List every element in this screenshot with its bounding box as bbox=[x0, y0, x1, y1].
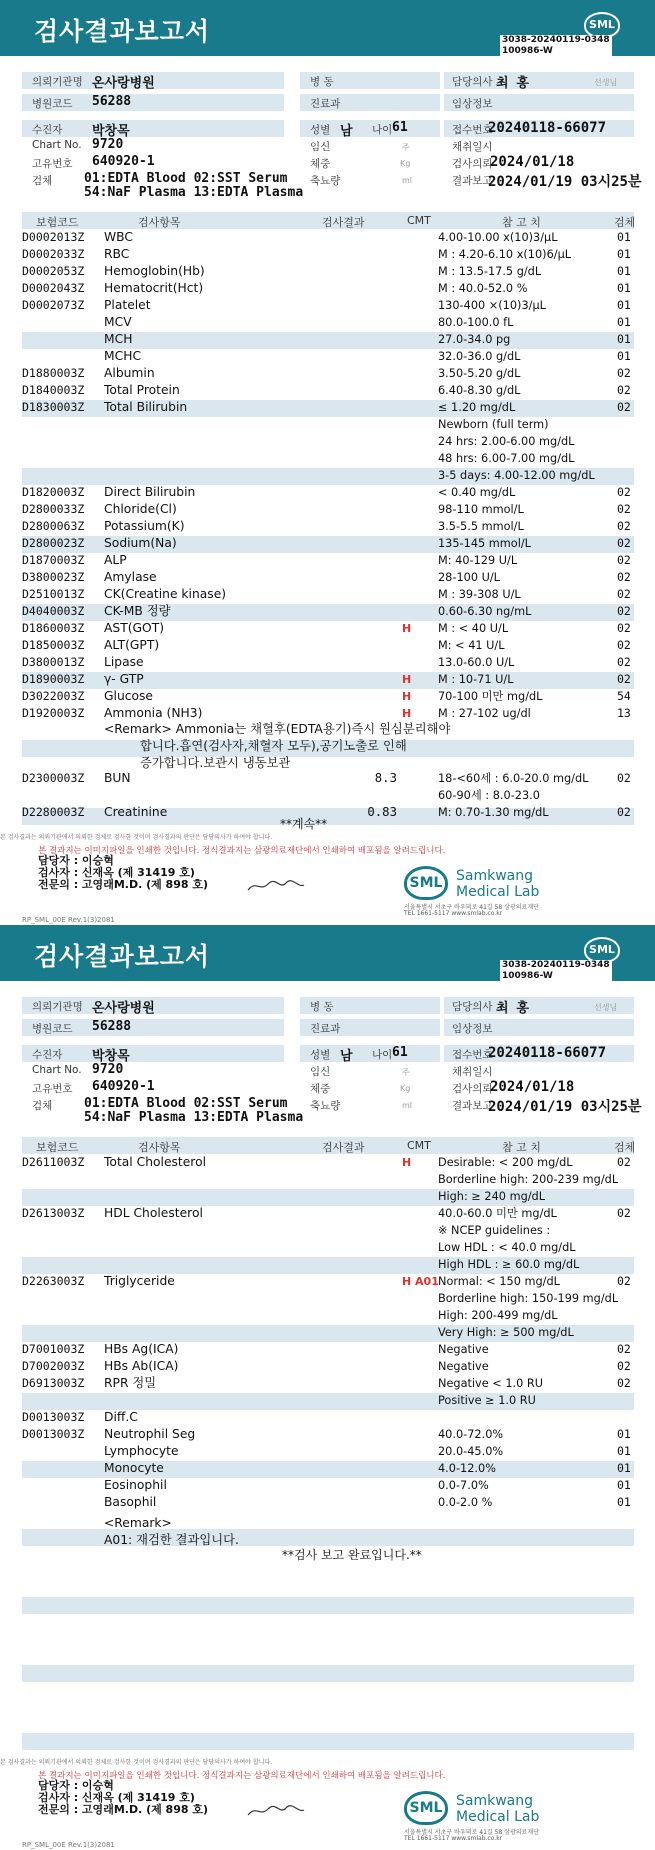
reported-label: 결과보고 bbox=[452, 175, 493, 187]
cell-ref: 32.0-36.0 g/dL bbox=[438, 350, 521, 363]
cell-insp: 02 bbox=[617, 570, 631, 584]
cell-insp: 01 bbox=[617, 349, 631, 363]
cell-ref: Positive ≥ 1.0 RU bbox=[438, 1394, 536, 1407]
hospital-code-label: 병원코드 bbox=[32, 98, 73, 110]
col-ref: 참 고 치 bbox=[502, 216, 541, 229]
cell-ref: Newborn (full term) bbox=[438, 418, 549, 431]
cell-insp: 54 bbox=[617, 689, 631, 703]
complete-marker: **검사 보고 완료입니다.** bbox=[282, 1548, 422, 1562]
cell-ref: M: 40-129 U/L bbox=[438, 554, 518, 567]
col-cmt: CMT bbox=[407, 214, 431, 227]
cell-ref: Desirable: < 200 mg/dL bbox=[438, 1156, 573, 1169]
creatinine-specimen: 02 bbox=[617, 805, 631, 819]
cell-code: D1820003Z bbox=[22, 485, 85, 499]
cell-ref: 24 hrs: 2.00-6.00 mg/dL bbox=[438, 435, 575, 448]
age-value: 61 bbox=[392, 120, 408, 135]
id-label: 고유번호 bbox=[32, 158, 73, 170]
cell-name: RPR 정밀 bbox=[104, 1376, 157, 1390]
cell-ref: M : < 40 U/L bbox=[438, 622, 509, 635]
cell-insp: 01 bbox=[617, 264, 631, 278]
signature-icon-2 bbox=[246, 1803, 306, 1819]
cell-insp: 02 bbox=[617, 1359, 631, 1373]
footer-notice-2: 본 결과지는 이미지파일을 인쇄한 것입니다. 정식결과지는 삼광의료재단에서 인쇄하여 배포됨을 알려드립니다. bbox=[38, 1771, 446, 1781]
urine-unit-2: ml bbox=[402, 1101, 413, 1110]
cell-ref: Normal: < 150 mg/dL bbox=[438, 1275, 560, 1288]
cell-name: RBC bbox=[104, 247, 130, 261]
col-insp-2: 검체 bbox=[614, 1141, 636, 1154]
cell-name: Total Protein bbox=[104, 383, 180, 397]
hospital-code-value: 56288 bbox=[92, 94, 132, 109]
cell-code: D1850003Z bbox=[22, 638, 85, 652]
cell-code: D2800023Z bbox=[22, 536, 85, 550]
cell-code: D2510013Z bbox=[22, 587, 85, 601]
collection-label: 채취일시 bbox=[452, 141, 493, 153]
chart-no: 9720 bbox=[92, 137, 124, 152]
cell-insp: 01 bbox=[617, 230, 631, 244]
clinical-label-2: 임상정보 bbox=[452, 1023, 493, 1035]
cell-ref: 0.0-7.0% bbox=[438, 1479, 489, 1492]
manager-line: 담당자 : 이승혁 bbox=[38, 854, 114, 867]
cell-insp: 02 bbox=[617, 502, 631, 516]
id-label-2: 고유번호 bbox=[32, 1083, 73, 1095]
cell-ref: < 0.40 mg/dL bbox=[438, 486, 516, 499]
cell-insp: 02 bbox=[617, 655, 631, 669]
cell-code: D2613003Z bbox=[22, 1206, 85, 1220]
doctor-label: 담당의사 bbox=[452, 76, 493, 88]
cell-ref: High HDL : ≥ 60.0 mg/dL bbox=[438, 1258, 580, 1271]
col-ref-2: 참 고 치 bbox=[502, 1141, 541, 1154]
cell-insp: 02 bbox=[617, 519, 631, 533]
cell-ref: 48 hrs: 6.00-7.00 mg/dL bbox=[438, 452, 575, 465]
cell-name: Basophil bbox=[104, 1495, 157, 1509]
cell-ref: High: ≥ 240 mg/dL bbox=[438, 1190, 546, 1203]
cell-insp: 02 bbox=[617, 1274, 631, 1288]
cell-ref: M : 39-308 U/L bbox=[438, 588, 521, 601]
footer-tiny-line-2: 본 검사결과는 의뢰기관에서 의뢰한 검체로 검사한 것이며 검사결과의 판단은 담당의사가 하여야 합니다. bbox=[0, 1759, 273, 1766]
specimen-line-2: 54:NaF Plasma 13:EDTA Plasma bbox=[84, 185, 304, 200]
cell-insp: 01 bbox=[617, 1461, 631, 1475]
preg-unit-2: 주 bbox=[402, 1068, 410, 1077]
cell-ref: Very High: ≥ 500 mg/dL bbox=[438, 1326, 574, 1339]
preg-unit: 주 bbox=[402, 143, 410, 152]
report-page-2 bbox=[0, 925, 655, 1850]
cell-code: D1870003Z bbox=[22, 553, 85, 567]
footer-tiny-line: 본 검사결과는 의뢰기관에서 의뢰한 검체로 검사한 것이며 검사결과의 판단은 담당의사가 하여야 합니다. bbox=[0, 834, 273, 841]
institution-value: 온사랑병원 bbox=[92, 76, 155, 91]
cell-ref: 98-110 mmol/L bbox=[438, 503, 524, 516]
cell-name: Triglyceride bbox=[104, 1274, 175, 1288]
cell-insp: 02 bbox=[617, 536, 631, 550]
cell-ref: 40.0-72.0% bbox=[438, 1428, 504, 1441]
cell-name: AST(GOT) bbox=[104, 621, 165, 635]
cell-name: Lymphocyte bbox=[104, 1444, 179, 1458]
creatinine-name: Creatinine bbox=[104, 805, 168, 819]
cell-code: D1830003Z bbox=[22, 400, 85, 414]
sml-logo-icon: SML bbox=[584, 12, 620, 38]
cell-name: MCV bbox=[104, 315, 132, 329]
cell-name: Platelet bbox=[104, 298, 151, 312]
cell-insp: 01 bbox=[617, 1495, 631, 1509]
cell-insp: 13 bbox=[617, 706, 631, 720]
col-code: 보험코드 bbox=[36, 216, 79, 229]
manager-line-2: 담당자 : 이승혁 bbox=[38, 1779, 114, 1792]
cell-ref: M : 13.5-17.5 g/dL bbox=[438, 265, 542, 278]
receipt-label-2: 접수번호 bbox=[452, 1049, 493, 1061]
lab-address: 서울특별시 서초구 바우뫼로 41길 58 삼광의료재단 bbox=[404, 904, 539, 911]
cell-ref: 4.0-12.0% bbox=[438, 1462, 496, 1475]
cell-ref: M : 10-71 U/L bbox=[438, 673, 514, 686]
cell-name: HBs Ab(ICA) bbox=[104, 1359, 179, 1373]
bun-ref-1: 18-<60세 : 6.0-20.0 mg/dL bbox=[438, 772, 589, 785]
clinical-label: 임상정보 bbox=[452, 98, 493, 110]
cell-name: Lipase bbox=[104, 655, 144, 669]
sex-label-2: 성별 bbox=[310, 1049, 331, 1061]
cell-ref: ※ NCEP guidelines : bbox=[438, 1224, 551, 1237]
results-table-header bbox=[22, 212, 634, 229]
cell-insp: 01 bbox=[617, 315, 631, 329]
doctor-suffix-2: 선생님 bbox=[594, 1003, 618, 1012]
samkwang-lab-logo-2: SML Samkwang Medical Lab bbox=[404, 1791, 584, 1841]
urine-label: 축뇨량 bbox=[310, 175, 341, 187]
lab-address-2: 서울특별시 서초구 바우뫼로 41길 58 삼광의료재단 bbox=[404, 1829, 539, 1836]
inspector-line: 검사자 : 신재옥 (제 31419 호) bbox=[38, 866, 195, 879]
ward-label-2: 병 동 bbox=[310, 1001, 334, 1013]
age-label-2: 나이 bbox=[372, 1049, 393, 1061]
cell-flag: H bbox=[402, 1156, 412, 1169]
cell-code: D6913003Z bbox=[22, 1376, 85, 1390]
cell-ref: M : 40.0-52.0 % bbox=[438, 282, 528, 295]
cell-insp: 02 bbox=[617, 485, 631, 499]
creatinine-code: D2280003Z bbox=[22, 805, 85, 819]
cell-code: D0002033Z bbox=[22, 247, 85, 261]
ammonia-remark-2: 합니다.흡연(검사자,채혈자 모두),공기노출로 인해 bbox=[140, 739, 407, 753]
cell-insp: 02 bbox=[617, 672, 631, 686]
cell-name: Diff.C bbox=[104, 1410, 138, 1424]
cell-ref: M : 27-102 ug/dl bbox=[438, 707, 531, 720]
cell-insp: 02 bbox=[617, 1376, 631, 1390]
cell-code: D0002053Z bbox=[22, 264, 85, 278]
cell-insp: 02 bbox=[617, 604, 631, 618]
specimen-line-1: 01:EDTA Blood 02:SST Serum bbox=[84, 171, 288, 186]
patient-label-2: 수진자 bbox=[32, 1049, 63, 1061]
cell-name: Total Bilirubin bbox=[104, 400, 188, 414]
receipt-label: 접수번호 bbox=[452, 124, 493, 136]
col-insp: 검체 bbox=[614, 216, 636, 229]
id-no-2: 640920-1 bbox=[92, 1079, 155, 1094]
cell-code: D1840003Z bbox=[22, 383, 85, 397]
cell-ref: 3.5-5.5 mmol/L bbox=[438, 520, 524, 533]
cell-ref: 3.50-5.20 g/dL bbox=[438, 367, 521, 380]
lab-contact-2: TEL 1661-5117 www.smlab.co.kr bbox=[404, 1835, 503, 1842]
cell-ref: 40.0-60.0 미만 mg/dL bbox=[438, 1207, 557, 1220]
cell-name: Sodium(Na) bbox=[104, 536, 177, 550]
cell-ref: M : 4.20-6.10 x(10)6/μL bbox=[438, 248, 572, 261]
age-label: 나이 bbox=[372, 124, 393, 136]
footer-notice: 본 결과지는 이미지파일을 인쇄한 것입니다. 정식결과지는 삼광의료재단에서 인쇄하여 배포됨을 알려드립니다. bbox=[38, 846, 446, 856]
specialist-line: 전문의 : 고영래M.D. (제 898 호) bbox=[38, 878, 209, 891]
cell-code: D3800013Z bbox=[22, 655, 85, 669]
form-number-2: RP_SML_00E Rev.1(3)2081 bbox=[22, 1841, 115, 1849]
bun-ref-2: 60-90세 : 8.0-23.0 bbox=[438, 789, 540, 802]
signature-icon bbox=[246, 878, 306, 894]
patient-label: 수진자 bbox=[32, 124, 63, 136]
cell-code: D1890003Z bbox=[22, 672, 85, 686]
cell-ref: 27.0-34.0 pg bbox=[438, 333, 511, 346]
creatinine-result: 0.83 bbox=[367, 805, 397, 819]
cell-insp: 01 bbox=[617, 1444, 631, 1458]
requested-label-2: 검사의뢰 bbox=[452, 1083, 493, 1095]
inspector-line-2: 검사자 : 신재옥 (제 31419 호) bbox=[38, 1791, 195, 1804]
cell-code: D0013003Z bbox=[22, 1427, 85, 1441]
cell-ref: 4.00-10.00 x(10)3/μL bbox=[438, 231, 558, 244]
cell-name: WBC bbox=[104, 230, 133, 244]
creatinine-ref: M: 0.70-1.30 mg/dL bbox=[438, 806, 549, 819]
department-label: 진료과 bbox=[310, 98, 341, 110]
ward-label: 병 동 bbox=[310, 76, 334, 88]
cell-ref: 13.0-60.0 U/L bbox=[438, 656, 515, 669]
collection-label-2: 채취일시 bbox=[452, 1066, 493, 1078]
institution-value-2: 온사랑병원 bbox=[92, 1001, 155, 1016]
lab-contact: TEL 1661-5117 www.smlab.co.kr bbox=[404, 910, 503, 917]
cell-ref: 0.60-6.30 ng/mL bbox=[438, 605, 532, 618]
patient-name: 박창목 bbox=[92, 124, 130, 139]
cell-ref: Borderline high: 150-199 mg/dL bbox=[438, 1292, 619, 1305]
cell-flag: H bbox=[402, 673, 412, 686]
cell-ref: High: 200-499 mg/dL bbox=[438, 1309, 558, 1322]
cell-name: Monocyte bbox=[104, 1461, 164, 1475]
cell-code: D0013003Z bbox=[22, 1410, 85, 1424]
remark-title-2: <Remark> bbox=[104, 1516, 172, 1530]
reported-date-2: 2024/01/19 03시25분 bbox=[488, 1099, 642, 1115]
cell-code: D2800033Z bbox=[22, 502, 85, 516]
doctor-suffix: 선생님 bbox=[594, 78, 618, 87]
cell-insp: 01 bbox=[617, 281, 631, 295]
department-label-2: 진료과 bbox=[310, 1023, 341, 1035]
cell-code: D3022003Z bbox=[22, 689, 85, 703]
doctor-value-2: 최 홍 bbox=[496, 1001, 529, 1016]
reported-label-2: 결과보고 bbox=[452, 1100, 493, 1112]
requested-label: 검사의뢰 bbox=[452, 158, 493, 170]
cell-code: D0002043Z bbox=[22, 281, 85, 295]
chart-no-2: 9720 bbox=[92, 1062, 124, 1077]
cell-flag: H A01 bbox=[402, 1275, 439, 1288]
cell-insp: 02 bbox=[617, 1206, 631, 1220]
cell-name: CK-MB 정량 bbox=[104, 604, 171, 618]
results-table-header-2 bbox=[22, 1137, 634, 1154]
cell-code: D1860003Z bbox=[22, 621, 85, 635]
cell-name: MCHC bbox=[104, 349, 142, 363]
report-title: 검사결과보고서 bbox=[34, 17, 211, 46]
continued-marker: **계속** bbox=[280, 817, 328, 831]
cell-name: CK(Creatine kinase) bbox=[104, 587, 227, 601]
bun-specimen: 02 bbox=[617, 771, 631, 785]
weight-label: 체중 bbox=[310, 158, 331, 170]
cell-name: Total Cholesterol bbox=[104, 1155, 207, 1169]
cell-name: Hemoglobin(Hb) bbox=[104, 264, 205, 278]
sex-value-2: 남 bbox=[340, 1049, 353, 1064]
col-code-2: 보험코드 bbox=[36, 1141, 79, 1154]
requested-date-2: 2024/01/18 bbox=[490, 1079, 575, 1095]
cell-code: D4040003Z bbox=[22, 604, 85, 618]
sml-mark-icon: SML bbox=[404, 866, 448, 900]
cell-name: Neutrophil Seg bbox=[104, 1427, 196, 1441]
sex-label: 성별 bbox=[310, 124, 331, 136]
sex-value: 남 bbox=[340, 124, 353, 139]
pregnancy-label: 임신 bbox=[310, 141, 331, 153]
cell-code: D7001003Z bbox=[22, 1342, 85, 1356]
receipt-no-2: 20240118-66077 bbox=[488, 1045, 607, 1061]
cell-code: D1880003Z bbox=[22, 366, 85, 380]
cell-insp: 02 bbox=[617, 366, 631, 380]
cell-insp: 02 bbox=[617, 638, 631, 652]
specimen-label-2: 검체 bbox=[32, 1100, 53, 1112]
cell-code: D2611003Z bbox=[22, 1155, 85, 1169]
remark-a01: A01: 재검한 결과입니다. bbox=[104, 1533, 239, 1547]
cell-insp: 02 bbox=[617, 1155, 631, 1169]
cell-flag: H bbox=[402, 690, 412, 703]
report-number: 3038-20240119-0348 100986-W bbox=[502, 35, 610, 56]
cell-name: HDL Cholesterol bbox=[104, 1206, 203, 1220]
urine-label-2: 축뇨량 bbox=[310, 1100, 341, 1112]
cell-insp: 02 bbox=[617, 621, 631, 635]
bun-result: 8.3 bbox=[374, 771, 397, 785]
urine-unit: ml bbox=[402, 176, 413, 185]
institution-label: 의뢰기관명 bbox=[32, 76, 83, 88]
institution-label-2: 의뢰기관명 bbox=[32, 1001, 83, 1013]
col-item: 검사항목 bbox=[138, 216, 181, 229]
col-result-2: 검사결과 bbox=[322, 1141, 365, 1154]
doctor-label-2: 담당의사 bbox=[452, 1001, 493, 1013]
reported-date: 2024/01/19 03시25분 bbox=[488, 174, 642, 190]
cell-ref: 3-5 days: 4.00-12.00 mg/dL bbox=[438, 469, 595, 482]
cell-name: Albumin bbox=[104, 366, 155, 380]
cell-ref: Borderline high: 200-239 mg/dL bbox=[438, 1173, 619, 1186]
chart-label-2: Chart No. bbox=[32, 1064, 82, 1076]
cell-code: D2263003Z bbox=[22, 1274, 85, 1288]
weight-label-2: 체중 bbox=[310, 1083, 331, 1095]
cell-code: D7002003Z bbox=[22, 1359, 85, 1373]
bun-code: D2300003Z bbox=[22, 771, 85, 785]
age-value-2: 61 bbox=[392, 1045, 408, 1060]
sml-logo-icon-2: SML bbox=[584, 937, 620, 963]
cell-name: Chloride(Cl) bbox=[104, 502, 177, 516]
weight-unit-2: Kg bbox=[400, 1084, 411, 1093]
cell-code: D2800063Z bbox=[22, 519, 85, 533]
cell-ref: 28-100 U/L bbox=[438, 571, 500, 584]
cell-insp: 02 bbox=[617, 587, 631, 601]
cell-name: Glucose bbox=[104, 689, 153, 703]
form-number: RP_SML_00E Rev.1(3)2081 bbox=[22, 916, 115, 924]
cell-name: Ammonia (NH3) bbox=[104, 706, 203, 720]
sml-mark-icon-2: SML bbox=[404, 1791, 448, 1825]
cell-insp: 01 bbox=[617, 332, 631, 346]
specialist-line-2: 전문의 : 고영래M.D. (제 898 호) bbox=[38, 1803, 209, 1816]
cell-insp: 02 bbox=[617, 1342, 631, 1356]
col-item-2: 검사항목 bbox=[138, 1141, 181, 1154]
cell-insp: 01 bbox=[617, 1427, 631, 1441]
cell-insp: 02 bbox=[617, 400, 631, 414]
cell-ref: Negative bbox=[438, 1343, 489, 1356]
ammonia-remark-3: 증가합니다.보관시 냉동보관 bbox=[140, 756, 291, 770]
col-result: 검사결과 bbox=[322, 216, 365, 229]
cell-code: D3800023Z bbox=[22, 570, 85, 584]
cell-ref: 20.0-45.0% bbox=[438, 1445, 504, 1458]
cell-flag: H bbox=[402, 707, 412, 720]
specimen-line-1-2: 01:EDTA Blood 02:SST Serum bbox=[84, 1096, 288, 1111]
doctor-value: 최 홍 bbox=[496, 76, 529, 91]
report-number-2: 3038-20240119-0348 100986-W bbox=[502, 960, 610, 981]
cell-ref: Low HDL : < 40.0 mg/dL bbox=[438, 1241, 576, 1254]
cell-insp: 01 bbox=[617, 247, 631, 261]
cell-ref: ≤ 1.20 mg/dL bbox=[438, 401, 516, 414]
cell-ref: 80.0-100.0 fL bbox=[438, 316, 514, 329]
cell-name: Amylase bbox=[104, 570, 157, 584]
cell-flag: H bbox=[402, 622, 412, 635]
chart-label: Chart No. bbox=[32, 139, 82, 151]
hospital-code-value-2: 56288 bbox=[92, 1019, 132, 1034]
cell-name: Potassium(K) bbox=[104, 519, 185, 533]
cell-name: ALP bbox=[104, 553, 127, 567]
cell-ref: 6.40-8.30 g/dL bbox=[438, 384, 521, 397]
cell-name: Eosinophil bbox=[104, 1478, 167, 1492]
requested-date: 2024/01/18 bbox=[490, 154, 575, 170]
cell-insp: 01 bbox=[617, 298, 631, 312]
cell-code: D1920003Z bbox=[22, 706, 85, 720]
ammonia-remark-1: <Remark> Ammonia는 채혈후(EDTA용기)즉시 원심분리해야 bbox=[104, 722, 451, 736]
patient-name-2: 박창목 bbox=[92, 1049, 130, 1064]
report-title-2: 검사결과보고서 bbox=[34, 942, 211, 971]
cell-ref: 70-100 미만 mg/dL bbox=[438, 690, 543, 703]
bun-name: BUN bbox=[104, 771, 131, 785]
cell-name: HBs Ag(ICA) bbox=[104, 1342, 179, 1356]
cell-ref: 130-400 ×(10)3/μL bbox=[438, 299, 546, 312]
cell-code: D0002073Z bbox=[22, 298, 85, 312]
specimen-line-2-2: 54:NaF Plasma 13:EDTA Plasma bbox=[84, 1110, 304, 1125]
cell-ref: 0.0-2.0 % bbox=[438, 1496, 493, 1509]
cell-name: MCH bbox=[104, 332, 133, 346]
cell-name: Hematocrit(Hct) bbox=[104, 281, 204, 295]
pregnancy-label-2: 임신 bbox=[310, 1066, 331, 1078]
weight-unit: Kg bbox=[400, 159, 411, 168]
cell-insp: 01 bbox=[617, 1478, 631, 1492]
cell-ref: Negative bbox=[438, 1360, 489, 1373]
id-no: 640920-1 bbox=[92, 154, 155, 169]
cell-code: D0002013Z bbox=[22, 230, 85, 244]
cell-ref: Negative < 1.0 RU bbox=[438, 1377, 544, 1390]
cell-name: Direct Bilirubin bbox=[104, 485, 196, 499]
cell-name: ALT(GPT) bbox=[104, 638, 160, 652]
cell-insp: 02 bbox=[617, 553, 631, 567]
samkwang-lab-logo: SML Samkwang Medical Lab bbox=[404, 866, 584, 916]
cell-ref: 135-145 mmol/L bbox=[438, 537, 531, 550]
hospital-code-label-2: 병원코드 bbox=[32, 1023, 73, 1035]
specimen-label: 검체 bbox=[32, 175, 53, 187]
cell-insp: 02 bbox=[617, 383, 631, 397]
col-cmt-2: CMT bbox=[407, 1139, 431, 1152]
cell-name: γ- GTP bbox=[104, 672, 144, 686]
receipt-no: 20240118-66077 bbox=[488, 120, 607, 136]
cell-ref: M: < 41 U/L bbox=[438, 639, 505, 652]
